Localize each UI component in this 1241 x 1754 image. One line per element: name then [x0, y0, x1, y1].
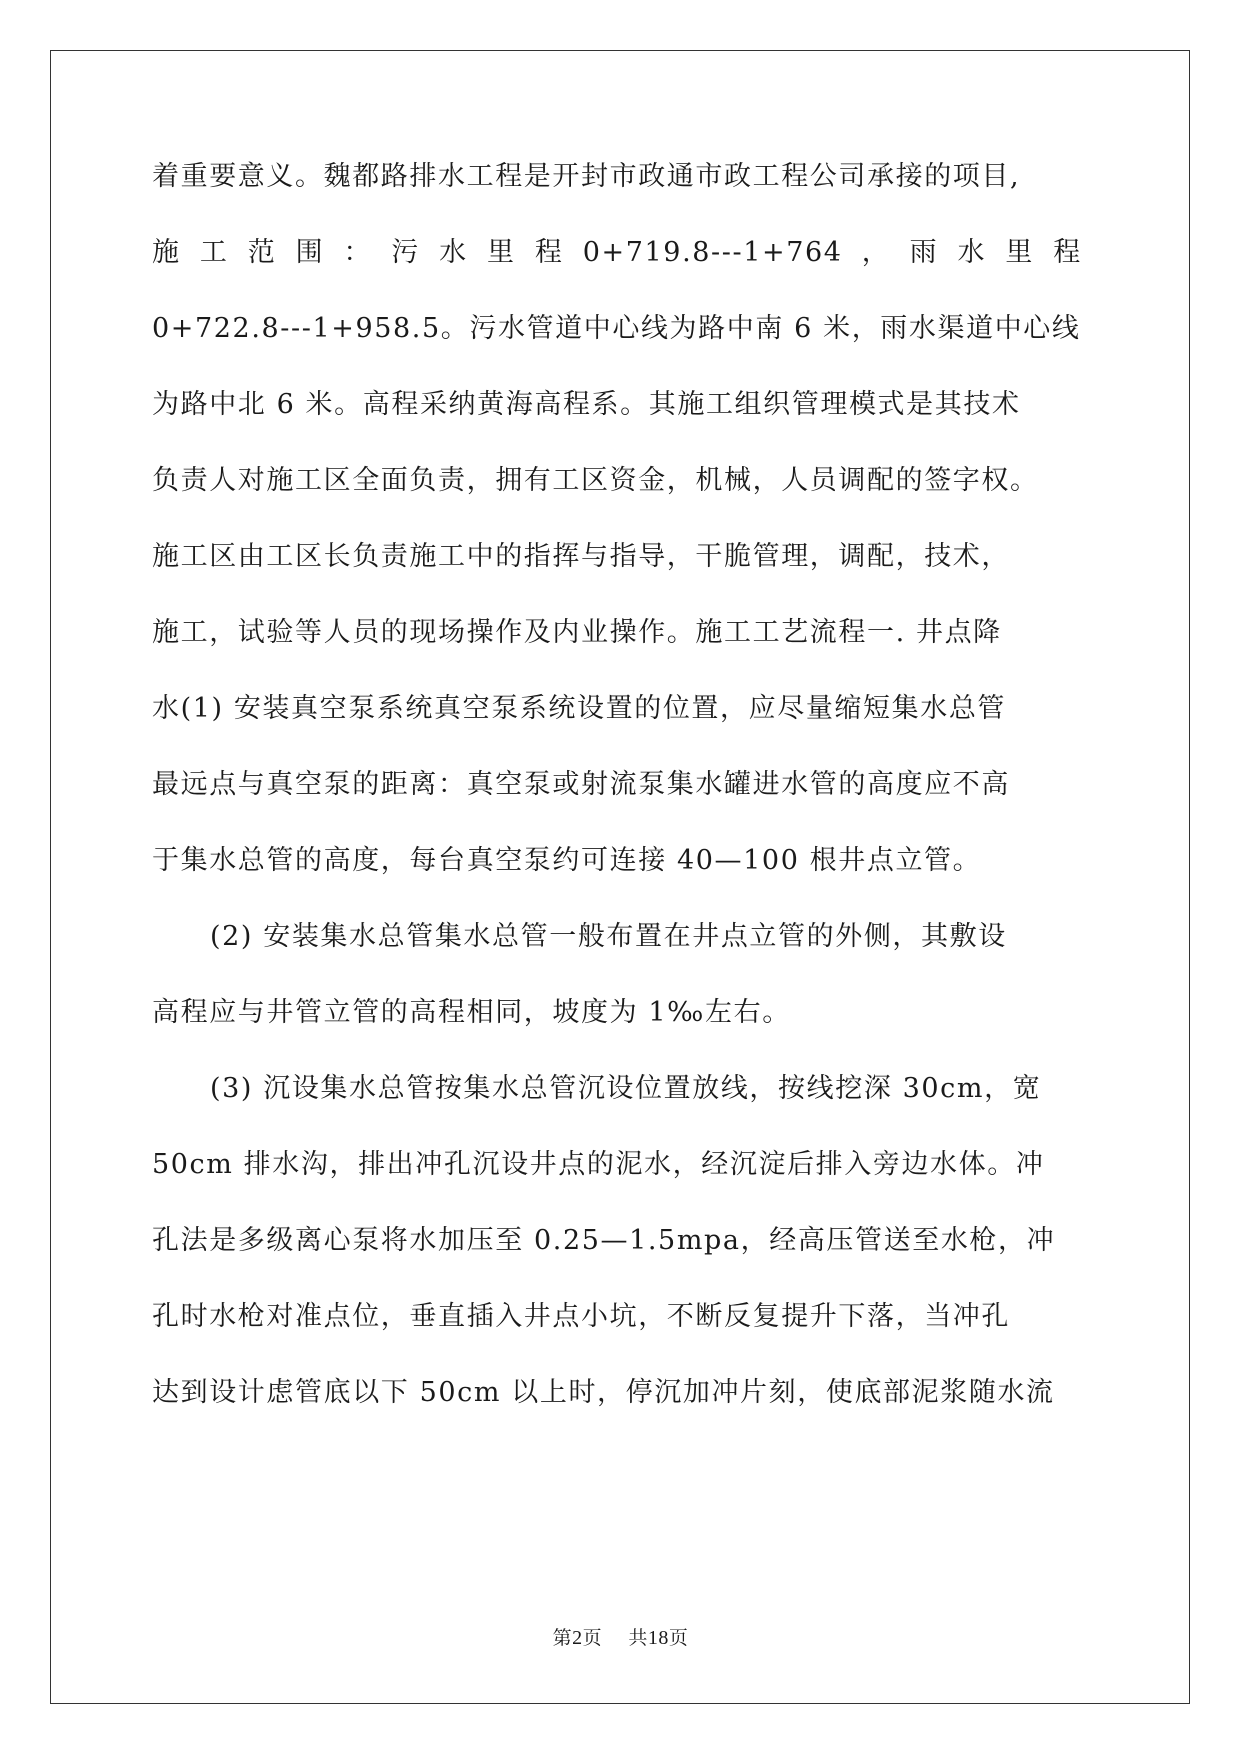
text-line: 负责人对施工区全面负责，拥有工区资金，机械，人员调配的签字权。 [152, 465, 1039, 496]
text-line-spaced [152, 236, 1082, 312]
paragraph-start-line: (3) 沉设集水总管按集水总管沉设位置放线，按线挖深 30cm，宽 [210, 1073, 1042, 1104]
footer-page-suffix: 页 [582, 1627, 603, 1649]
text-line: 50cm 排水沟，排出冲孔沉设井点的泥水，经沉淀后排入旁边水体。冲 [152, 1149, 1045, 1180]
text-fragment: 里 [487, 237, 516, 268]
footer-total-prefix: 共 [628, 1627, 648, 1649]
text-line: 施工区由工区长负责施工中的指挥与指导，干脆管理，调配，技术， [152, 541, 1010, 572]
text-fragment: ： [343, 237, 373, 268]
text-line: 孔法是多级离心泵将水加压至 0.25—1.5mpa，经高压管送至水枪，冲 [152, 1225, 1056, 1256]
text-line: 孔时水枪对准点位，垂直插入井点小坑，不断反复提升下落，当冲孔 [152, 1301, 1010, 1332]
text-line: 着重要意义。魏都路排水工程是开封市政通市政工程公司承接的项目, [152, 161, 1021, 192]
footer-prefix: 第 [552, 1627, 573, 1649]
text-fragment: 水 [957, 237, 987, 268]
text-line: 水(1) 安装真空泵系统真空泵系统设置的位置，应尽量缩短集水总管 [152, 693, 1007, 724]
text-fragment: 雨 [909, 237, 939, 268]
text-line: 施工，试验等人员的现场操作及内业操作。施工工艺流程一. 井点降 [152, 617, 1002, 648]
paragraph-start-line: (2) 安装集水总管集水总管一般布置在井点立管的外侧，其敷设 [210, 921, 1007, 952]
page-footer [0, 1623, 1241, 1650]
text-line: 为路中北 6 米。高程采纳黄海高程系。其施工组织管理模式是其技术 [152, 389, 1021, 420]
text-fragment: 程 [1053, 237, 1082, 268]
current-page-number: 2 [572, 1627, 583, 1649]
text-fragment: 工 [199, 237, 229, 268]
text-line: 最远点与真空泵的距离：真空泵或射流泵集水罐进水管的高度应不高 [152, 769, 1010, 800]
total-pages-number: 18 [647, 1627, 669, 1649]
text-fragment: 程 [534, 237, 564, 268]
text-fragment: 施 [152, 237, 181, 268]
footer-total-suffix: 页 [668, 1627, 689, 1649]
text-line: 0+722.8---1+958.5。污水管道中心线为路中南 6 米，雨水渠道中心线 [152, 313, 1081, 344]
text-fragment: 范 [247, 237, 277, 268]
text-fragment: 污 [391, 237, 420, 268]
text-fragment: 围 [295, 237, 325, 268]
text-line: 于集水总管的高度，每台真空泵约可连接 40—100 根井点立管。 [152, 845, 982, 876]
text-fragment: 里 [1005, 237, 1034, 268]
document-body [152, 160, 1082, 1452]
text-line: 达到设计虑管底以下 50cm 以上时，停沉加冲片刻，使底部泥浆随水流 [152, 1377, 1055, 1408]
text-fragment: ， [861, 237, 891, 268]
text-fragment: 水 [439, 237, 468, 268]
text-fragment: 0+719.8---1+764 [582, 237, 843, 268]
text-line: 高程应与井管立管的高程相同，坡度为 1‰左右。 [152, 997, 791, 1028]
